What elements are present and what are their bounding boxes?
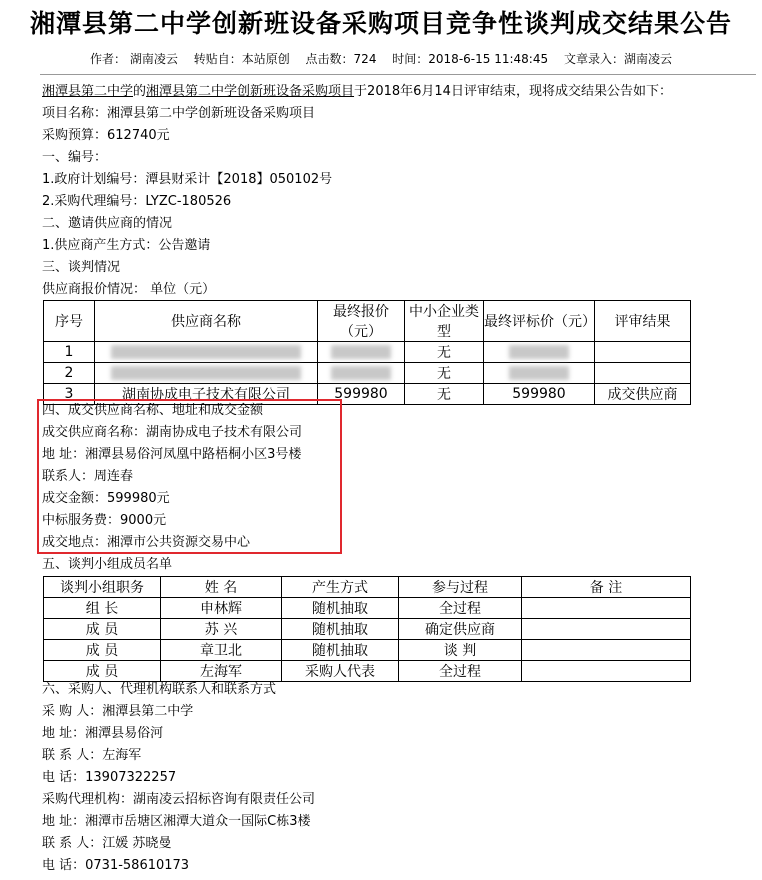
buyer-name: 采 购 人：湘潭县第二中学 <box>42 704 194 719</box>
winner-contact: 联系人：周连春 <box>42 469 134 484</box>
meta-entry: 文章录入：湖南凌云 <box>563 52 672 66</box>
meta-author: 作者： 湖南凌云 <box>90 52 178 66</box>
meta-time: 时间：2018-6-15 11:48:45 <box>392 52 549 66</box>
winner-name: 成交供应商名称：湖南协成电子技术有限公司 <box>42 425 303 440</box>
redacted-cell <box>484 342 595 363</box>
section-4-title: 四、成交供应商名称、地址和成交金额 <box>42 403 264 418</box>
budget: 采购预算：612740元 <box>42 128 170 143</box>
intro-line <box>42 83 672 101</box>
redacted-cell <box>95 342 318 363</box>
col-header: 备 注 <box>522 577 691 598</box>
cell <box>522 640 691 661</box>
agency-name: 采购代理机构：湖南凌云招标咨询有限责任公司 <box>42 792 316 807</box>
winner-address: 地 址：湘潭县易俗河凤凰中路梧桐小区3号楼 <box>42 447 302 462</box>
panel-table <box>43 576 691 682</box>
table-row <box>44 619 691 640</box>
cell: 599980 <box>318 384 405 405</box>
service-fee: 中标服务费：9000元 <box>42 513 167 528</box>
redacted-cell <box>318 363 405 384</box>
buyer-phone: 电 话：13907322257 <box>42 770 177 785</box>
section-1-title: 一、编号： <box>42 150 108 165</box>
meta-source: 转贴自：本站原创 <box>193 52 290 66</box>
redacted-mark <box>509 366 569 380</box>
buyer-link[interactable]: 湘潭县第二中学 <box>42 84 134 99</box>
cell: 无 <box>405 363 484 384</box>
col-header: 中小企业类型 <box>405 301 484 342</box>
cell: 采购人代表 <box>282 661 399 682</box>
cell: 随机抽取 <box>282 640 399 661</box>
buyer-address: 地 址：湘潭县易俗河 <box>42 726 164 741</box>
table-row <box>44 363 691 384</box>
table-row <box>44 342 691 363</box>
cell: 无 <box>405 384 484 405</box>
project-name: 项目名称：湘潭县第二中学创新班设备采购项目 <box>42 106 316 121</box>
winner-amount: 成交金额：599980元 <box>42 491 170 506</box>
redacted-mark <box>331 345 391 359</box>
table-row <box>44 661 691 682</box>
section-5-title: 五、谈判小组成员名单 <box>42 557 173 572</box>
panel-table-header <box>44 577 691 598</box>
cell: 3 <box>44 384 95 405</box>
agent-number: 2.采购代理编号：LYZC-180526 <box>42 194 232 209</box>
cell <box>522 619 691 640</box>
cell: 随机抽取 <box>282 598 399 619</box>
redacted-cell <box>318 342 405 363</box>
cell: 成 员 <box>44 619 161 640</box>
cell: 谈 判 <box>399 640 522 661</box>
agency-contact: 联 系 人：江媛 苏晓曼 <box>42 836 172 851</box>
col-header: 谈判小组职务 <box>44 577 161 598</box>
redacted-mark <box>111 345 301 359</box>
page-title: 湘潭县第二中学创新班设备采购项目竞争性谈判成交结果公告 <box>29 9 732 38</box>
col-header: 序号 <box>44 301 95 342</box>
cell: 确定供应商 <box>399 619 522 640</box>
col-header: 参与过程 <box>399 577 522 598</box>
quote-table-header <box>44 301 691 342</box>
col-header: 最终报价（元） <box>318 301 405 342</box>
cell: 苏 兴 <box>161 619 282 640</box>
cell: 1 <box>44 342 95 363</box>
meta-hits: 点击数：724 <box>305 52 377 66</box>
cell: 湖南协成电子技术有限公司 <box>95 384 318 405</box>
col-header: 姓 名 <box>161 577 282 598</box>
redacted-cell <box>484 363 595 384</box>
buyer-contact: 联 系 人：左海军 <box>42 748 142 763</box>
cell: 2 <box>44 363 95 384</box>
quote-caption: 供应商报价情况： 单位（元） <box>42 282 216 297</box>
divider <box>40 74 756 75</box>
section-6-title: 六、采购人、代理机构联系人和联系方式 <box>42 682 277 697</box>
deal-place: 成交地点：湘潭市公共资源交易中心 <box>42 535 251 550</box>
agency-address: 地 址：湘潭市岳塘区湘潭大道众一国际C栋3楼 <box>42 814 311 829</box>
table-row <box>44 598 691 619</box>
plan-number: 1.政府计划编号：潭县财采计【2018】050102号 <box>42 172 333 187</box>
cell: 全过程 <box>399 661 522 682</box>
cell <box>522 661 691 682</box>
cell: 申林辉 <box>161 598 282 619</box>
cell: 成 员 <box>44 661 161 682</box>
cell: 左海军 <box>161 661 282 682</box>
section-3-title: 三、谈判情况 <box>42 260 121 275</box>
col-header: 评审结果 <box>595 301 691 342</box>
cell: 章卫北 <box>161 640 282 661</box>
section-2-title: 二、邀请供应商的情况 <box>42 216 173 231</box>
cell: 成 员 <box>44 640 161 661</box>
redacted-mark <box>509 345 569 359</box>
article-meta <box>0 50 762 67</box>
table-row <box>44 640 691 661</box>
cell: 599980 <box>484 384 595 405</box>
intro-mid: 的 <box>133 84 147 99</box>
cell <box>522 598 691 619</box>
agency-phone: 电 话：0731-58610173 <box>42 858 190 873</box>
cell: 组 长 <box>44 598 161 619</box>
highlight-box <box>37 399 342 554</box>
cell <box>595 363 691 384</box>
quote-table <box>43 300 691 405</box>
cell: 成交供应商 <box>595 384 691 405</box>
cell: 全过程 <box>399 598 522 619</box>
cell <box>595 342 691 363</box>
intro-rest: 于2018年6月14日评审结束，现将成交结果公告如下： <box>354 84 672 99</box>
cell: 无 <box>405 342 484 363</box>
cell: 随机抽取 <box>282 619 399 640</box>
supplier-method: 1.供应商产生方式：公告邀请 <box>42 238 211 253</box>
redacted-mark <box>331 366 391 380</box>
col-header: 供应商名称 <box>95 301 318 342</box>
col-header: 最终评标价（元） <box>484 301 595 342</box>
redacted-cell <box>95 363 318 384</box>
redacted-mark <box>111 366 301 380</box>
col-header: 产生方式 <box>282 577 399 598</box>
project-link[interactable]: 湘潭县第二中学创新班设备采购项目 <box>146 84 355 99</box>
